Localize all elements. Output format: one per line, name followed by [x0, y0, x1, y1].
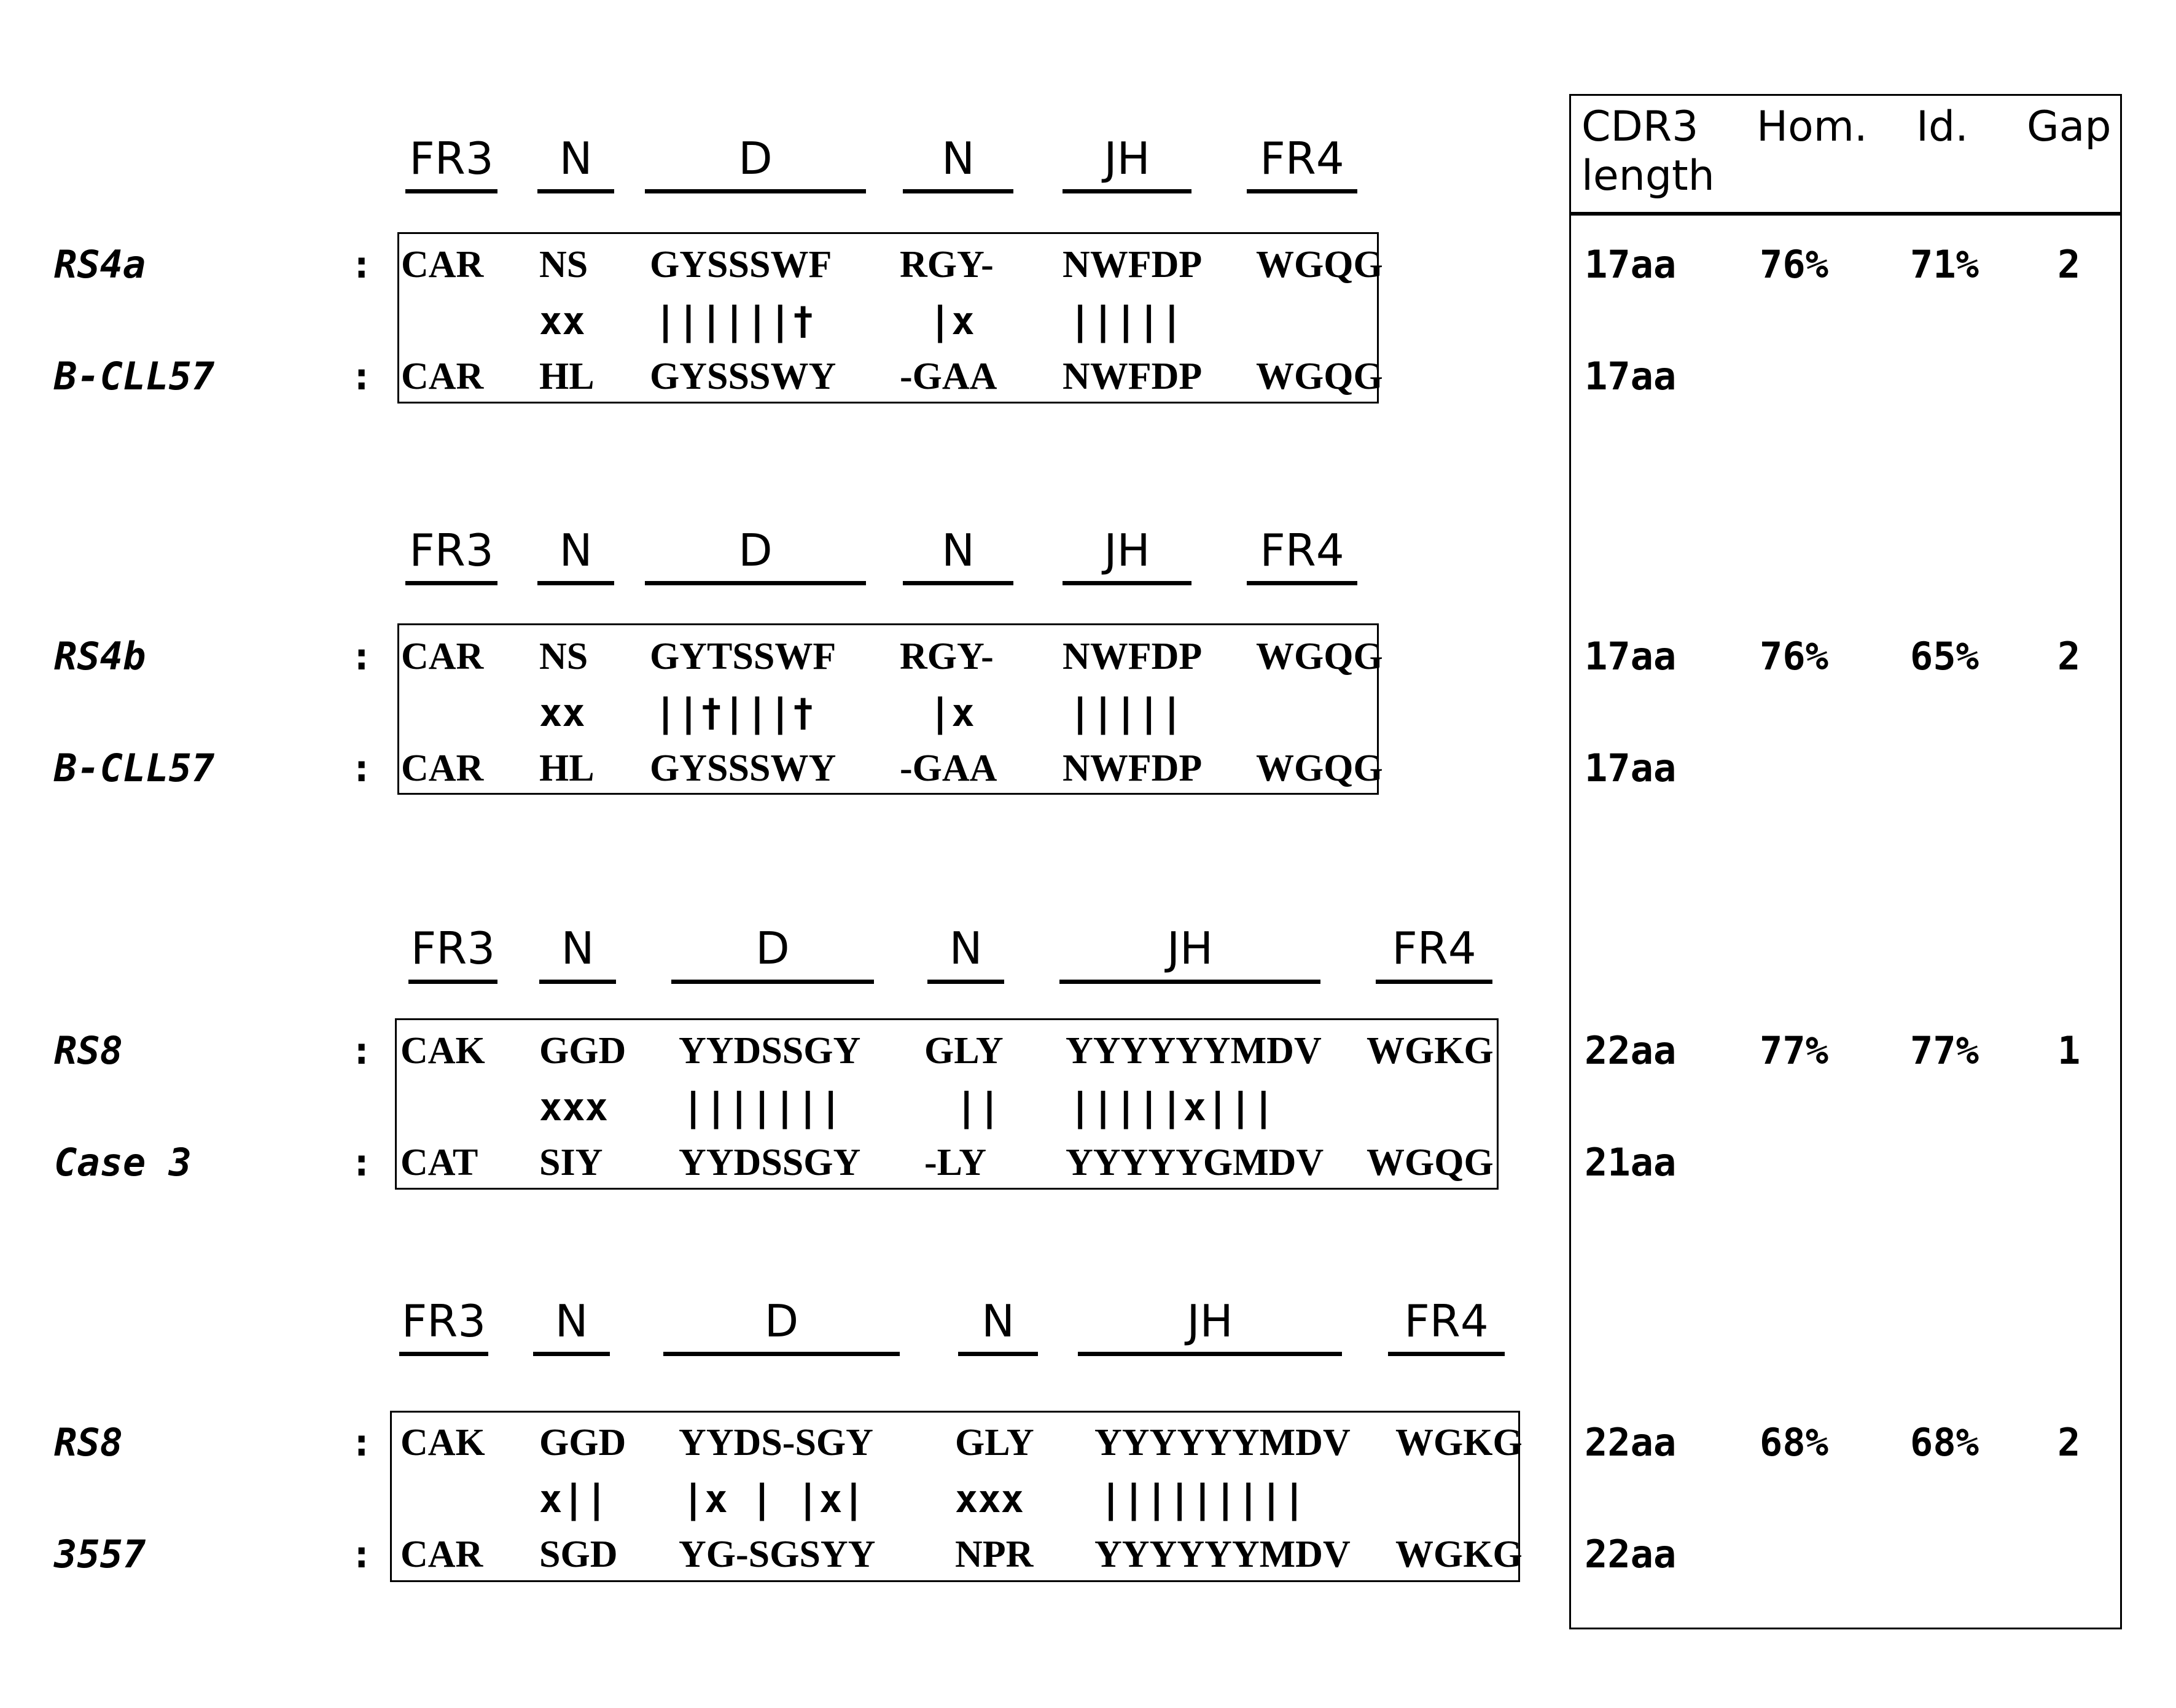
- match-jh: |||||||||: [1099, 1476, 1306, 1521]
- region-underline: [539, 980, 616, 984]
- sequence-name: B-CLL57: [54, 746, 215, 790]
- segment-jh: YYYYYYMDV: [1094, 1534, 1351, 1575]
- region-label-n: N: [949, 922, 983, 974]
- name-separator: :: [350, 1420, 373, 1465]
- segment-n1: SIY: [539, 1142, 603, 1184]
- region-underline: [1247, 581, 1357, 585]
- region-label-d: D: [738, 524, 773, 576]
- region-label-jh: JH: [1166, 922, 1214, 974]
- segment-jh: NWFDP: [1063, 636, 1203, 677]
- match-jh: |||||: [1069, 690, 1184, 735]
- segment-n1: HL: [539, 356, 595, 397]
- region-label-n: N: [555, 1295, 588, 1347]
- match-jh: |||||x|||: [1069, 1085, 1275, 1129]
- region-label-n: N: [561, 922, 595, 974]
- region-label-fr3: FR3: [409, 133, 494, 184]
- panel-header-divider: [1569, 212, 2122, 216]
- segment-fr4: WGQG: [1256, 636, 1383, 677]
- region-underline: [1247, 189, 1357, 193]
- cdr3-length: 17aa: [1585, 242, 1677, 287]
- region-label-jh: JH: [1187, 1295, 1233, 1347]
- homology-value: 76%: [1760, 242, 1828, 287]
- segment-fr4: WGQG: [1256, 747, 1383, 789]
- region-label-d: D: [755, 922, 790, 974]
- segment-jh: NWFDP: [1063, 747, 1203, 789]
- segment-d: YG-SGSYY: [679, 1534, 876, 1575]
- region-label-n: N: [559, 133, 593, 184]
- region-underline: [927, 980, 1004, 984]
- panel-header-cdr3: CDR3: [1581, 103, 1699, 151]
- match-d: ||†|||†: [654, 690, 815, 735]
- segment-n1: GGD: [539, 1030, 626, 1072]
- identity-value: 77%: [1910, 1028, 1979, 1073]
- segment-fr4: WGKG: [1367, 1030, 1494, 1072]
- region-underline: [533, 1352, 610, 1356]
- match-d: |||||||: [682, 1085, 843, 1129]
- region-underline: [663, 1352, 900, 1356]
- name-separator: :: [350, 1140, 373, 1185]
- segment-n2: NPR: [955, 1534, 1034, 1575]
- identity-value: 71%: [1910, 242, 1979, 287]
- cdr3-length: 21aa: [1585, 1140, 1677, 1185]
- gap-value: 2: [2057, 242, 2081, 287]
- segment-jh: YYYYYGMDV: [1066, 1142, 1324, 1184]
- sequence-name: RS8: [54, 1420, 123, 1465]
- name-separator: :: [350, 746, 373, 790]
- region-underline: [1388, 1352, 1505, 1356]
- segment-n1: NS: [539, 244, 588, 286]
- region-underline: [903, 581, 1013, 585]
- cdr3-length: 22aa: [1585, 1532, 1677, 1577]
- cdr3-length: 17aa: [1585, 746, 1677, 790]
- region-label-d: D: [764, 1295, 799, 1347]
- segment-fr3: CAK: [400, 1422, 485, 1464]
- sequence-name: RS4b: [54, 634, 146, 679]
- segment-fr4: WGQG: [1256, 356, 1383, 397]
- statistics-panel: [1569, 94, 2122, 1629]
- region-underline: [405, 189, 497, 193]
- segment-d: GYSSSWY: [650, 747, 836, 789]
- sequence-name: Case 3: [54, 1140, 192, 1185]
- region-label-jh: JH: [1104, 133, 1150, 184]
- region-underline: [408, 980, 497, 984]
- segment-n1: GGD: [539, 1422, 626, 1464]
- segment-d: GYTSSWF: [650, 636, 836, 677]
- segment-fr3: CAR: [401, 356, 484, 397]
- cdr3-length: 17aa: [1585, 354, 1677, 399]
- segment-fr3: CAT: [400, 1142, 478, 1184]
- segment-n1: SGD: [539, 1534, 618, 1575]
- name-separator: :: [350, 354, 373, 399]
- match-n1: x||: [539, 1476, 608, 1521]
- region-underline: [958, 1352, 1038, 1356]
- match-n1: xxx: [539, 1085, 608, 1129]
- match-n1: xx: [539, 690, 585, 735]
- region-label-fr3: FR3: [409, 524, 494, 576]
- region-label-n: N: [981, 1295, 1015, 1347]
- region-label-d: D: [738, 133, 773, 184]
- homology-value: 68%: [1760, 1420, 1828, 1465]
- segment-fr3: CAR: [401, 636, 484, 677]
- panel-header-length: length: [1581, 152, 1715, 200]
- region-underline: [399, 1352, 488, 1356]
- region-label-fr3: FR3: [410, 922, 496, 974]
- segment-fr4: WGQG: [1256, 244, 1383, 286]
- gap-value: 2: [2057, 634, 2081, 679]
- sequence-name: RS8: [54, 1028, 123, 1073]
- segment-jh: YYYYYYMDV: [1094, 1422, 1351, 1464]
- segment-jh: YYYYYYMDV: [1066, 1030, 1322, 1072]
- identity-value: 68%: [1910, 1420, 1979, 1465]
- region-underline: [1063, 189, 1191, 193]
- segment-fr4: WGQG: [1367, 1142, 1494, 1184]
- segment-n1: HL: [539, 747, 595, 789]
- match-n2: ||: [955, 1085, 1001, 1129]
- segment-d: GYSSSWY: [650, 356, 836, 397]
- region-underline: [671, 980, 874, 984]
- segment-n2: RGY-: [900, 636, 994, 677]
- name-separator: :: [350, 1532, 373, 1577]
- match-d: ||||||†: [654, 298, 815, 343]
- region-underline: [645, 189, 866, 193]
- region-underline: [405, 581, 497, 585]
- region-underline: [1059, 980, 1320, 984]
- region-label-n: N: [942, 524, 975, 576]
- region-label-fr4: FR4: [1392, 922, 1476, 974]
- segment-fr3: CAR: [401, 244, 484, 286]
- name-separator: :: [350, 1028, 373, 1073]
- segment-fr4: WGKG: [1395, 1534, 1523, 1575]
- segment-fr3: CAR: [401, 747, 484, 789]
- segment-d: YYDS-SGY: [679, 1422, 873, 1464]
- segment-d: GYSSSWF: [650, 244, 832, 286]
- segment-n2: -GAA: [900, 747, 997, 789]
- match-n2: xxx: [955, 1476, 1024, 1521]
- region-label-fr4: FR4: [1404, 1295, 1489, 1347]
- homology-value: 76%: [1760, 634, 1828, 679]
- segment-d: YYDSSGY: [679, 1142, 861, 1184]
- match-n1: xx: [539, 298, 585, 343]
- segment-n2: -GAA: [900, 356, 997, 397]
- region-label-fr4: FR4: [1260, 133, 1344, 184]
- region-underline: [645, 581, 866, 585]
- name-separator: :: [350, 634, 373, 679]
- panel-header-hom: Hom.: [1757, 103, 1868, 151]
- panel-header-id: Id.: [1916, 103, 1968, 151]
- segment-fr4: WGKG: [1395, 1422, 1523, 1464]
- sequence-name: 3557: [54, 1532, 146, 1577]
- region-label-n: N: [559, 524, 593, 576]
- gap-value: 2: [2057, 1420, 2081, 1465]
- region-underline: [1063, 581, 1191, 585]
- match-n2: |x: [929, 690, 975, 735]
- region-underline: [537, 581, 614, 585]
- segment-d: YYDSSGY: [679, 1030, 861, 1072]
- region-underline: [537, 189, 614, 193]
- match-n2: |x: [929, 298, 975, 343]
- gap-value: 1: [2057, 1028, 2081, 1073]
- sequence-name: B-CLL57: [54, 354, 215, 399]
- region-underline: [1078, 1352, 1342, 1356]
- segment-n1: NS: [539, 636, 588, 677]
- name-separator: :: [350, 242, 373, 287]
- cdr3-length: 22aa: [1585, 1420, 1677, 1465]
- region-label-n: N: [942, 133, 975, 184]
- cdr3-length: 17aa: [1585, 634, 1677, 679]
- sequence-name: RS4a: [54, 242, 146, 287]
- segment-n2: RGY-: [900, 244, 994, 286]
- segment-n2: GLY: [955, 1422, 1034, 1464]
- region-label-fr4: FR4: [1260, 524, 1344, 576]
- region-underline: [1376, 980, 1492, 984]
- region-label-fr3: FR3: [401, 1295, 486, 1347]
- segment-n2: -LY: [924, 1142, 987, 1184]
- identity-value: 65%: [1910, 634, 1979, 679]
- match-d: |x | |x|: [682, 1476, 865, 1521]
- segment-fr3: CAK: [400, 1030, 485, 1072]
- segment-jh: NWFDP: [1063, 356, 1203, 397]
- panel-header-gap: Gap: [2027, 103, 2112, 151]
- segment-jh: NWFDP: [1063, 244, 1203, 286]
- region-label-jh: JH: [1104, 524, 1150, 576]
- cdr3-length: 22aa: [1585, 1028, 1677, 1073]
- segment-n2: GLY: [924, 1030, 1004, 1072]
- segment-fr3: CAR: [400, 1534, 483, 1575]
- region-underline: [903, 189, 1013, 193]
- match-jh: |||||: [1069, 298, 1184, 343]
- homology-value: 77%: [1760, 1028, 1828, 1073]
